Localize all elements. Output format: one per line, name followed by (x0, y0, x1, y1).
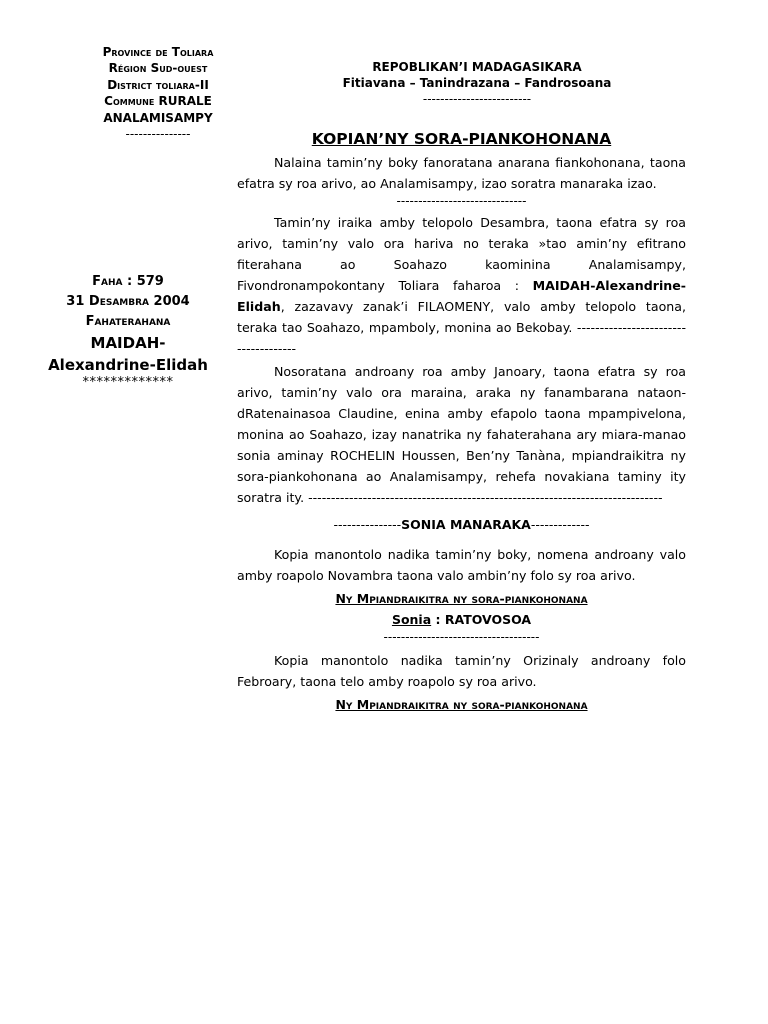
record-info (40, 272, 216, 390)
record-type: Fahaterahana (85, 314, 171, 329)
commune-name: ANALAMISAMPY (103, 110, 213, 125)
birth-text-a: Tamin’ny iraika amby telopolo Desambra, taona efatra sy roa arivo, tamin’ny valo ora hariva no teraka »tao amin’ny efitrano fiterahana ao Soahazo kaominina Analamisampy, Fivondronampokontany Toliara faharoa : (237, 215, 686, 293)
paragraph-birth (237, 212, 686, 359)
republic-motto: Fitiavana – Tanindrazana – Fandrosoana (342, 76, 612, 90)
republic-name: REPOBLIKAN’I MADAGASIKARA (372, 60, 582, 74)
paragraph-declaration: Nosoratana androany roa amby Janoary, taona efatra sy roa arivo, tamin’ny valo ora maraina, araka ny fanambarana nataon-dRatenainasoa Claudine, enina amby efapolo taona mpampivelona, monina ao Soahazo, izay nanatrika ny fahaterahana ary miara-manao sonia aminay ROCHELIN Houssen, Ben’ny Tanàna, mpiandraikitra ny sora-piankohonana ao Analamisampy, rehefa novakiana taminy ity soratra ity. ------------------------------------------------------------------------------ (237, 364, 686, 505)
separator-1: ------------------------------ (396, 194, 527, 208)
header-separator: --------------- (125, 127, 191, 142)
sonia-dashes-left: --------------- (333, 517, 402, 532)
record-number: Faha : 579 (92, 274, 164, 289)
record-stars: ************* (82, 375, 174, 390)
commune-line: Commune RURALE (104, 94, 212, 109)
separator-2: ------------------------------------ (383, 630, 540, 644)
signature-line (237, 610, 686, 630)
paragraph-intro: Nalaina tamin’ny boky fanoratana anarana fiankohonana, taona efatra sy roa arivo, ao Analamisampy, izao soratra manaraka izao. (237, 155, 686, 191)
signer-name: : RATOVOSOA (431, 612, 532, 627)
signature-follows-line (237, 516, 686, 534)
republic-header (330, 59, 624, 107)
administrative-header (60, 44, 256, 142)
region-line: Région Sud-ouest (108, 61, 208, 76)
sonia-heading: SONIA MANARAKA (401, 517, 531, 532)
document-title: KOPIAN’NY SORA-PIANKOHONANA (311, 130, 612, 148)
sonia-dashes-right: ------------- (530, 517, 590, 532)
sonia-label: Sonia (391, 612, 432, 627)
paragraph-copy-2: Kopia manontolo nadika tamin’ny Orizinaly androany folo Febroary, taona telo amby roapolo sy roa arivo. (237, 653, 686, 689)
document-body (237, 126, 686, 716)
republic-separator: ------------------------- (422, 92, 532, 106)
district-line: District toliara-II (107, 77, 209, 92)
paragraph-copy-1: Kopia manontolo nadika tamin’ny boky, nomena androany valo amby roapolo Novambra taona valo ambin’ny folo sy roa arivo. (237, 547, 686, 583)
signer-title-1: Ny Mpiandraikitra ny sora-piankohonana (335, 591, 588, 606)
record-person-name: MAIDAH-Alexandrine-Elidah (48, 334, 208, 374)
birth-person-name: MAIDAH-Alexandrine-Elidah (237, 278, 686, 314)
birth-text-b: , zazavavy zanak’i FILAOMENY, valo amby telopolo taona, teraka tao Soahazo, mpamboly, monina ao Bekobay. ------------------------------------- (237, 299, 686, 356)
signer-title-2: Ny Mpiandraikitra ny sora-piankohonana (335, 697, 588, 712)
record-date: 31 Desambra 2004 (66, 294, 190, 309)
province-line: Province de Toliara (102, 45, 214, 59)
